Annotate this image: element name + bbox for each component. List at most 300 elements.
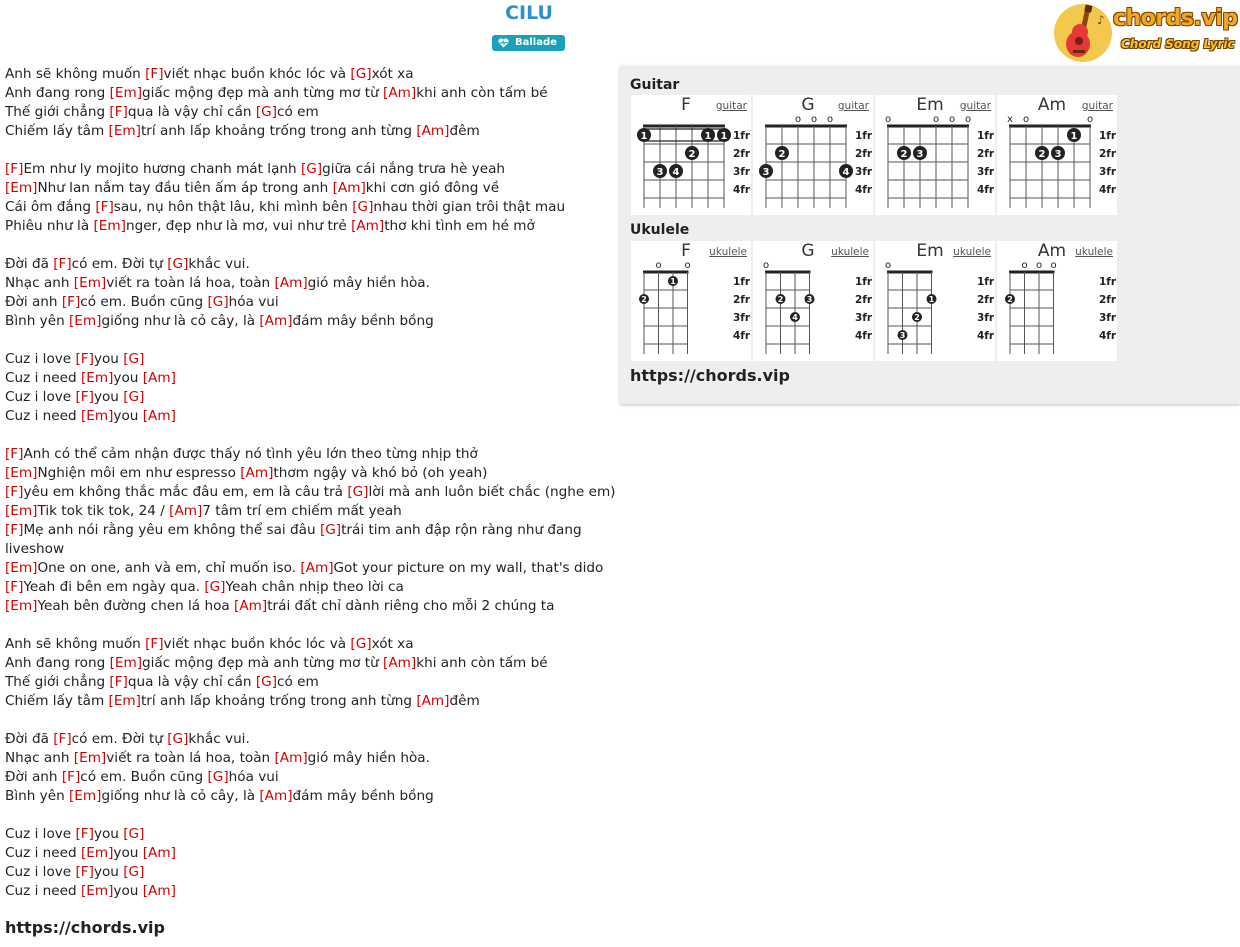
- lyric-line: [5, 350, 605, 369]
- lyric-line: [5, 787, 605, 806]
- lyric-text: Thế giới chẳng: [5, 674, 110, 690]
- lyric-text: Nhạc anh: [5, 750, 74, 766]
- lyric-line: [5, 122, 605, 141]
- chord-link[interactable]: [Am]: [259, 788, 293, 804]
- chord-link[interactable]: [G]: [123, 389, 145, 405]
- fret-label: 2fr: [855, 294, 873, 306]
- fretboard-graphic: [875, 95, 995, 215]
- finger-number: 2: [688, 149, 696, 160]
- finger-number: 2: [777, 295, 784, 304]
- lyric-text: Cuz i need: [5, 845, 81, 861]
- lyric-line: [5, 160, 605, 179]
- lyric-line: [5, 407, 605, 426]
- chord-link[interactable]: [G]: [347, 484, 369, 500]
- lyric-text: you: [113, 370, 143, 386]
- barre-marker: [639, 129, 729, 141]
- lyric-text: Cái ôm đắng: [5, 199, 96, 215]
- guitar-diagram-link[interactable]: guitar: [715, 100, 747, 112]
- lyric-text: thơ khi tình em hé mở: [384, 218, 535, 234]
- chord-link[interactable]: [F]: [75, 389, 94, 405]
- lyric-text: Chiếm lấy tâm: [5, 693, 109, 709]
- lyric-text: trái đất chỉ dành riêng cho mỗi 2 chúng ta: [267, 598, 555, 614]
- finger-number: 1: [640, 131, 648, 142]
- chord-link[interactable]: [Em]: [93, 218, 126, 234]
- lyric-text: giữa cái nắng trưa hè yeah: [322, 161, 506, 177]
- lyric-text: Chiếm lấy tâm: [5, 123, 109, 139]
- fret-label: 1fr: [977, 130, 995, 142]
- chord-link[interactable]: [F]: [75, 864, 94, 880]
- lyric-text: One on one, anh và em, chỉ muốn iso.: [37, 560, 301, 576]
- chord-link[interactable]: [F]: [5, 161, 24, 177]
- chord-link[interactable]: [Em]: [5, 465, 38, 481]
- lyric-text: giống như là cỏ cây, là: [101, 313, 260, 329]
- lyric-line: [5, 654, 605, 673]
- chord-name: F: [681, 95, 691, 115]
- chord-link[interactable]: [F]: [75, 826, 94, 842]
- chord-link[interactable]: [F]: [95, 199, 114, 215]
- finger-number: 2: [900, 149, 908, 160]
- fret-label: 1fr: [1099, 130, 1117, 142]
- chord-link[interactable]: [Am]: [142, 883, 176, 899]
- lyric-line: [5, 274, 605, 293]
- fret-label: 1fr: [855, 276, 873, 288]
- fret-label: 2fr: [977, 148, 995, 160]
- lyric-text: viết nhạc buồn khóc lóc và: [163, 66, 351, 82]
- lyric-text: khi anh còn tấm bé: [416, 655, 548, 671]
- lyric-text: Như lan nắm tay đầu tiên ấm áp trong anh: [37, 180, 333, 196]
- open-string-marker: o: [1086, 114, 1094, 125]
- lyric-line: [5, 198, 605, 217]
- lyric-text: qua là vậy chỉ cần: [127, 104, 256, 120]
- fret-label: 1fr: [733, 276, 751, 288]
- lyric-text: Got your picture on my wall, that's dido: [333, 560, 604, 576]
- lyric-text: Yeah đi bên em ngày qua.: [23, 579, 205, 595]
- open-string-marker: o: [1022, 114, 1030, 125]
- chord-link[interactable]: [F]: [75, 351, 94, 367]
- chord-link[interactable]: [Em]: [69, 313, 102, 329]
- chord-link[interactable]: [Am]: [351, 218, 385, 234]
- chord-link[interactable]: [G]: [167, 731, 189, 747]
- chord-link[interactable]: [Em]: [80, 370, 114, 386]
- guitar-logo-icon: [1053, 2, 1115, 64]
- lyric-blank-line: [5, 426, 605, 445]
- lyric-text: Yeah bên đường chen lá hoa: [37, 598, 235, 614]
- chord-link[interactable]: [Am]: [300, 560, 334, 576]
- chord-link[interactable]: [F]: [5, 522, 24, 538]
- lyric-text: đám mây bềnh bồng: [292, 313, 434, 329]
- ukulele-chord-diagram[interactable]: [875, 241, 995, 361]
- chord-link[interactable]: [G]: [123, 864, 145, 880]
- chord-link[interactable]: [F]: [5, 579, 24, 595]
- lyric-text: khi anh còn tấm bé: [416, 85, 548, 101]
- lyric-blank-line: [5, 141, 605, 160]
- lyric-text: giấc mộng đẹp mà anh từng mơ từ: [142, 655, 384, 671]
- open-string-marker: o: [684, 260, 691, 271]
- fretboard-graphic: [997, 241, 1117, 361]
- guitar-diagram-link[interactable]: guitar: [837, 100, 869, 112]
- lyric-text: có em. Đời tự: [71, 256, 168, 272]
- lyric-line: [5, 578, 605, 597]
- site-logo[interactable]: [1053, 2, 1238, 64]
- lyric-text: Đời anh: [5, 294, 62, 310]
- lyric-line: [5, 312, 605, 331]
- fret-label: 4fr: [977, 184, 995, 196]
- footer-site-url[interactable]: https://chords.vip: [5, 918, 165, 937]
- chord-name: Am: [1037, 241, 1067, 261]
- lyric-text: Cuz i need: [5, 408, 81, 424]
- chord-link[interactable]: [G]: [207, 769, 229, 785]
- chord-link[interactable]: [Am]: [234, 598, 268, 614]
- open-string-marker: o: [826, 114, 834, 125]
- lyric-text: you: [93, 864, 124, 880]
- fret-label: 2fr: [733, 148, 751, 160]
- chord-link[interactable]: [Am]: [142, 408, 176, 424]
- lyric-line: [5, 103, 605, 122]
- chord-link[interactable]: [F]: [53, 731, 72, 747]
- lyric-line: [5, 673, 605, 692]
- open-string-marker: o: [932, 114, 940, 125]
- chord-name: G: [801, 95, 815, 115]
- lyric-line: [5, 559, 605, 578]
- chord-link[interactable]: [Em]: [5, 598, 38, 614]
- fret-label: 3fr: [855, 312, 873, 324]
- chord-link[interactable]: [G]: [123, 351, 145, 367]
- lyric-text: có em: [277, 104, 319, 120]
- chord-link[interactable]: [Am]: [416, 123, 450, 139]
- finger-number: 3: [762, 167, 770, 178]
- chord-link[interactable]: [F]: [53, 256, 72, 272]
- guitar-diagram-link[interactable]: guitar: [959, 100, 991, 112]
- chord-name: Em: [916, 241, 944, 261]
- chord-link[interactable]: [Em]: [80, 408, 114, 424]
- lyric-text: Đời đã: [5, 256, 54, 272]
- open-string-marker: o: [884, 260, 892, 271]
- lyric-blank-line: [5, 616, 605, 635]
- fret-label: 3fr: [977, 312, 995, 324]
- ukulele-chord-diagram[interactable]: [631, 241, 751, 361]
- open-string-marker: o: [1050, 260, 1057, 271]
- finger-number: 3: [1054, 149, 1062, 160]
- open-string-marker: o: [1021, 260, 1028, 271]
- lyric-text: you: [93, 826, 124, 842]
- lyric-text: trái tim anh đập rộn ràng như đang livesho​w: [5, 522, 582, 557]
- guitar-chord-diagram[interactable]: [997, 95, 1117, 215]
- finger-number: 2: [1038, 149, 1046, 160]
- chord-link[interactable]: [F]: [145, 66, 164, 82]
- open-string-marker: o: [964, 114, 972, 125]
- lyric-line: [5, 730, 605, 749]
- chord-link[interactable]: [Am]: [383, 655, 417, 671]
- lyric-text: Tik tok tik tok, 24 /: [37, 503, 170, 519]
- fret-label: 2fr: [855, 148, 873, 160]
- chord-link[interactable]: [Am]: [383, 85, 417, 101]
- chord-name: Am: [1037, 95, 1067, 115]
- muted-string-marker: x: [1007, 114, 1013, 125]
- finger-number: 2: [1007, 295, 1013, 304]
- heart-pulse-icon: [498, 38, 509, 48]
- lyric-text: xót xa: [371, 66, 414, 82]
- lyric-text: Cuz i need: [5, 370, 81, 386]
- lyric-text: khắc vui.: [188, 731, 250, 747]
- chord-link[interactable]: [F]: [109, 674, 128, 690]
- chord-link[interactable]: [Em]: [109, 85, 143, 101]
- lyric-line: [5, 388, 605, 407]
- lyric-text: khi cơn gió đông về: [365, 180, 500, 196]
- finger-number: 2: [778, 149, 786, 160]
- lyric-text: giống như là cỏ cây, là: [101, 788, 260, 804]
- lyric-text: Phiêu như là: [5, 218, 94, 234]
- open-string-marker: o: [948, 114, 956, 125]
- lyric-line: [5, 84, 605, 103]
- finger-number: 3: [916, 149, 924, 160]
- chord-link[interactable]: [Am]: [416, 693, 450, 709]
- chord-link[interactable]: [Em]: [69, 788, 102, 804]
- lyric-text: viết nhạc buồn khóc lóc và: [163, 636, 351, 652]
- fret-label: 1fr: [1099, 276, 1117, 288]
- lyrics-sheet: [5, 65, 616, 901]
- lyric-text: đêm: [449, 123, 480, 139]
- chord-link[interactable]: [Am]: [142, 370, 176, 386]
- open-string-marker: o: [794, 114, 802, 125]
- lyric-text: Cuz i love: [5, 351, 76, 367]
- open-string-marker: o: [810, 114, 818, 125]
- finger-number: 3: [899, 331, 906, 340]
- lyric-text: Anh có thể cảm nhận được thấy nó tình yêu lớn theo từng nhịp thở: [23, 446, 478, 462]
- chord-link[interactable]: [Em]: [5, 180, 38, 196]
- lyric-line: [5, 293, 605, 312]
- finger-number: 4: [792, 313, 798, 322]
- lyric-text: Bình yên: [5, 313, 69, 329]
- chord-link[interactable]: [G]: [300, 161, 323, 177]
- lyric-text: Cuz i love: [5, 864, 76, 880]
- lyric-text: viết ra toàn lá hoa, toàn: [106, 750, 275, 766]
- lyric-text: Cuz i love: [5, 389, 76, 405]
- ukulele-chord-diagram[interactable]: [753, 241, 873, 361]
- chord-link[interactable]: [Em]: [73, 275, 107, 291]
- lyric-line: [5, 844, 605, 863]
- lyric-text: qua là vậy chỉ cần: [127, 674, 256, 690]
- lyric-text: Cuz i need: [5, 883, 81, 899]
- finger-number: 4: [672, 167, 680, 178]
- guitar-chord-diagram[interactable]: [631, 95, 751, 215]
- chord-link[interactable]: [Em]: [80, 883, 114, 899]
- lyric-line: [5, 521, 605, 559]
- chord-link[interactable]: [Em]: [73, 750, 107, 766]
- lyric-blank-line: [5, 331, 605, 350]
- guitar-heading: Guitar: [630, 77, 680, 93]
- fret-label: 1fr: [855, 130, 873, 142]
- fret-label: 4fr: [855, 330, 873, 342]
- lyric-text: Anh đang rong: [5, 655, 110, 671]
- chord-link[interactable]: [F]: [109, 104, 128, 120]
- finger-number: 1: [1070, 131, 1078, 142]
- lyric-line: [5, 635, 605, 654]
- chord-name: Em: [916, 95, 944, 115]
- ukulele-diagram-link[interactable]: ukulele: [1075, 246, 1113, 258]
- chord-link[interactable]: [G]: [319, 522, 342, 538]
- lyric-line: [5, 768, 605, 787]
- lyric-text: Anh đang rong: [5, 85, 110, 101]
- lyric-text: xót xa: [371, 636, 414, 652]
- lyric-text: Em như ly mojito hương chanh mát lạnh: [23, 161, 301, 177]
- guitar-chord-diagram[interactable]: [875, 95, 995, 215]
- open-string-marker: o: [1035, 260, 1043, 271]
- svg-text:♪: ♪: [1097, 13, 1105, 27]
- lyric-text: có em. Buồn cũng: [80, 294, 208, 310]
- chord-link[interactable]: [Em]: [80, 845, 114, 861]
- finger-number: 2: [914, 313, 920, 322]
- lyric-text: Mẹ anh nói rằng yêu em không thể sai đâu: [23, 522, 320, 538]
- chord-link[interactable]: [G]: [350, 66, 372, 82]
- chord-link[interactable]: [Em]: [109, 655, 143, 671]
- chord-link[interactable]: [Em]: [108, 123, 141, 139]
- logo-wordmark: chords.vip: [1113, 6, 1238, 31]
- genre-label: Ballade: [515, 37, 557, 48]
- lyric-text: Thế giới chẳng: [5, 104, 110, 120]
- lyric-text: Đời đã: [5, 731, 54, 747]
- lyric-text: hóa vui: [228, 769, 279, 785]
- lyric-text: có em. Đời tự: [71, 731, 168, 747]
- lyric-text: trí anh lấp khoảng trống trong anh từng: [140, 123, 417, 139]
- fretboard-graphic: [753, 241, 873, 361]
- fret-label: 2fr: [1099, 294, 1117, 306]
- fret-label: 3fr: [1099, 166, 1117, 178]
- chord-link[interactable]: [G]: [350, 636, 372, 652]
- chord-link[interactable]: [G]: [204, 579, 226, 595]
- fret-label: 3fr: [855, 166, 873, 178]
- fretboard-graphic: [875, 241, 995, 361]
- logo-tagline: Chord Song Lyric: [1121, 37, 1235, 51]
- chord-diagram-panel: [620, 66, 1240, 404]
- fret-label: 3fr: [733, 312, 751, 324]
- lyric-text: yêu em không thắc mắc đâu em, em là câu trả: [23, 484, 348, 500]
- fret-label: 2fr: [1099, 148, 1117, 160]
- fret-label: 4fr: [977, 330, 995, 342]
- lyric-text: khắc vui.: [188, 256, 250, 272]
- lyric-text: đám mây bềnh bồng: [292, 788, 434, 804]
- genre-badge[interactable]: [492, 35, 565, 51]
- ukulele-heading: Ukulele: [630, 222, 690, 238]
- finger-number: 4: [842, 167, 850, 178]
- lyric-line: [5, 217, 605, 236]
- chord-link[interactable]: [G]: [352, 199, 374, 215]
- panel-site-url[interactable]: https://chords.vip: [630, 366, 790, 385]
- chord-link[interactable]: [Em]: [108, 693, 141, 709]
- ukulele-diagram-link[interactable]: ukulele: [831, 246, 869, 258]
- chord-link[interactable]: [Am]: [274, 275, 308, 291]
- chord-name: F: [681, 241, 691, 261]
- lyric-line: [5, 483, 616, 502]
- open-string-marker: o: [884, 114, 892, 125]
- fret-label: 2fr: [977, 294, 995, 306]
- lyric-line: [5, 502, 605, 521]
- fret-label: 4fr: [855, 184, 873, 196]
- lyric-line: [5, 65, 605, 84]
- lyric-line: [5, 179, 605, 198]
- chord-link[interactable]: [F]: [5, 484, 24, 500]
- finger-number: 1: [928, 295, 935, 304]
- chord-name: G: [801, 241, 815, 261]
- fret-label: 2fr: [733, 294, 751, 306]
- lyric-text: trí anh lấp khoảng trống trong anh từng: [140, 693, 417, 709]
- lyric-line: [5, 464, 605, 483]
- lyric-blank-line: [5, 236, 605, 255]
- lyric-line: [5, 863, 605, 882]
- fret-label: 4fr: [733, 330, 751, 342]
- finger-number: 1: [670, 277, 676, 286]
- finger-number: 2: [641, 295, 647, 304]
- lyric-text: sau, nụ hôn thật lâu, khi mình bên: [113, 199, 353, 215]
- chord-link[interactable]: [G]: [123, 826, 145, 842]
- chord-link[interactable]: [F]: [61, 769, 81, 785]
- fret-label: 1fr: [733, 130, 751, 142]
- guitar-chord-diagram[interactable]: [753, 95, 873, 215]
- song-title: CILU: [505, 2, 553, 24]
- lyric-text: gió mây hiền hòa.: [307, 750, 430, 766]
- guitar-diagram-link[interactable]: guitar: [1081, 100, 1113, 112]
- finger-number: 1: [704, 131, 712, 142]
- lyric-text: you: [93, 351, 124, 367]
- lyric-text: you: [113, 408, 143, 424]
- lyric-line: [5, 692, 605, 711]
- lyric-text: viết ra toàn lá hoa, toàn: [106, 275, 275, 291]
- chord-link[interactable]: [Am]: [142, 845, 176, 861]
- lyric-text: lời mà anh luôn biết chắc (nghe em): [368, 484, 616, 500]
- lyric-text: thơm ngậy và khó bỏ (oh yeah): [273, 465, 488, 481]
- lyric-text: hóa vui: [228, 294, 279, 310]
- lyric-line: [5, 825, 605, 844]
- chord-link[interactable]: [G]: [255, 674, 278, 690]
- chord-link[interactable]: [F]: [61, 294, 81, 310]
- chord-link[interactable]: [Em]: [5, 503, 38, 519]
- fret-label: 4fr: [1099, 330, 1117, 342]
- fret-label: 3fr: [977, 166, 995, 178]
- chord-link[interactable]: [Am]: [169, 503, 203, 519]
- lyric-text: Anh sẽ không muốn: [5, 636, 146, 652]
- chord-link[interactable]: [Am]: [259, 313, 293, 329]
- fret-label: 3fr: [733, 166, 751, 178]
- ukulele-chord-diagram[interactable]: [997, 241, 1117, 361]
- fretboard-graphic: [753, 95, 873, 215]
- chord-link[interactable]: [G]: [167, 256, 189, 272]
- chord-link[interactable]: [G]: [207, 294, 229, 310]
- fret-label: 1fr: [977, 276, 995, 288]
- lyric-line: [5, 597, 605, 616]
- ukulele-diagram-link[interactable]: ukulele: [953, 246, 991, 258]
- lyric-text: Cuz i love: [5, 826, 76, 842]
- lyric-text: Anh sẽ không muốn: [5, 66, 146, 82]
- open-string-marker: o: [762, 260, 770, 271]
- chord-link[interactable]: [F]: [5, 446, 24, 462]
- chord-link[interactable]: [G]: [255, 104, 278, 120]
- finger-number: 3: [806, 295, 813, 304]
- chord-link[interactable]: [F]: [145, 636, 164, 652]
- lyric-text: you: [113, 883, 143, 899]
- lyric-text: Nghiện môi em như espresso: [37, 465, 241, 481]
- chord-link[interactable]: [Em]: [5, 560, 38, 576]
- fretboard-graphic: [997, 95, 1117, 215]
- ukulele-diagram-link[interactable]: ukulele: [709, 246, 747, 258]
- chord-link[interactable]: [Am]: [274, 750, 308, 766]
- fretboard-graphic: [631, 241, 751, 361]
- lyric-text: có em. Buồn cũng: [80, 769, 208, 785]
- chord-link[interactable]: [Am]: [332, 180, 366, 196]
- lyric-line: [5, 255, 605, 274]
- lyric-text: giấc mộng đẹp mà anh từng mơ từ: [142, 85, 384, 101]
- chord-link[interactable]: [Am]: [240, 465, 274, 481]
- fret-label: 4fr: [1099, 184, 1117, 196]
- finger-number: 3: [656, 167, 664, 178]
